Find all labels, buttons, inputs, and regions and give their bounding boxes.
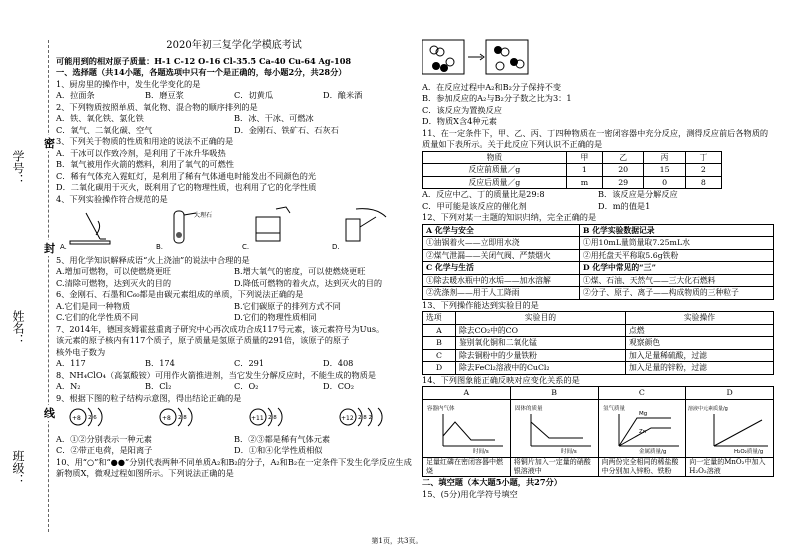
graph-xlabel: H₂O₂质量/g <box>734 448 764 454</box>
q10-stem: 10、用“○”和“●●”分别代表两种不同单质A₂和B₂的分子，A₂和B₂在一定条件下发生化学反应生成新物质X，微观过程如图所示。下列说法正确的是 <box>56 456 412 478</box>
option: A．铁、氧化铁、氯化铁 <box>56 113 144 123</box>
q4-stem: 4、下列实验操作符合规范的是 <box>56 193 168 204</box>
q2-options-row1 <box>56 113 412 125</box>
nucleus: +8 <box>162 415 171 422</box>
option: C.它们的化学性质不同 <box>56 312 139 322</box>
table-cell: A <box>423 324 456 337</box>
q1-options <box>56 90 412 102</box>
table-cell: B 化学实验数据记录 <box>579 224 773 237</box>
left-column <box>56 40 412 480</box>
graph-ylabel: 氢气质量 <box>602 405 625 412</box>
table-header-row <box>423 151 722 164</box>
right-column <box>422 38 774 500</box>
after-box <box>486 40 528 74</box>
table-cell: 2 <box>685 164 721 177</box>
table-cell: ①煤、石油、天然气——三大化石燃料 <box>579 274 773 287</box>
series-label: Mg <box>638 410 647 417</box>
q11-table <box>422 151 722 190</box>
table-cell: 8 <box>685 176 721 189</box>
fig-label: A. <box>60 243 67 251</box>
option: C．稀有气体充入霓虹灯，是利用了稀有气体通电时能发出不同颜色的光 <box>56 170 317 181</box>
graph-label: A <box>423 387 511 400</box>
option: C．该反应为置换反应 <box>422 104 502 115</box>
shells: 2 8 2 <box>358 415 372 421</box>
table-cell: 29 <box>602 176 643 189</box>
table-row <box>423 399 774 458</box>
table-cell: 1 <box>566 164 602 177</box>
option: A．干冰可以作致冷剂，是利用了干冰升华吸热 <box>56 147 226 158</box>
graph-curve <box>714 420 762 446</box>
marble-label: 大理石 <box>194 212 213 219</box>
graph-xlabel: 时间/s <box>473 448 489 454</box>
table-row <box>423 176 722 189</box>
q6-options-row2 <box>56 312 412 324</box>
q8-stem: 8、NH₄ClO₄（高氯酸铵）可用作火箭推进剂，当它发生分解反应时，不能生成的物质是 <box>56 369 377 380</box>
q9-stem: 9、根据下图的粒子结构示意图，得出结论正确的是 <box>56 392 242 403</box>
q9-options-row1 <box>56 434 412 446</box>
option: D．物质X含4种元素 <box>422 116 497 126</box>
q8-options <box>56 381 412 393</box>
binding-margin <box>0 0 55 550</box>
table-cell: 观察颜色 <box>625 337 773 350</box>
graph-ylabel: 容器内气体 <box>427 405 455 412</box>
table-cell: D 化学中常见的“三” <box>579 262 773 275</box>
q11-options-row1 <box>422 189 774 201</box>
table-cell: C 化学与生活 <box>423 262 580 275</box>
cut-line <box>48 40 49 532</box>
q9-atom-diagrams <box>56 404 412 430</box>
option: D．m的值是1 <box>598 200 651 211</box>
table-cell: ①用10mL量筒量取7.25mL水 <box>579 237 773 250</box>
table-cell: 除去CO₂中的CO <box>456 324 626 337</box>
graph-label: B <box>510 387 598 400</box>
option: B．氧气被用作火箭的燃料，利用了氧气的可燃性 <box>56 159 234 169</box>
page-footer: 第1页，共3页。 <box>371 537 423 545</box>
table-row <box>423 362 774 375</box>
table-header-cell: 丙 <box>644 151 685 164</box>
table-cell: ②分子、原子、离子——构成物质的三种粒子 <box>579 287 773 300</box>
option: C．切黄瓜 <box>234 90 274 100</box>
q2-stem: 2、下列物质按照单质、氧化物、混合物的顺序排列的是 <box>56 101 258 112</box>
table-cell: ②煤气泄漏——关闭气阀、严禁烟火 <box>423 249 580 262</box>
graph-desc: 向两份完全相同的稀盐酸中分别加入锌粉、铁粉 <box>598 458 686 477</box>
option: B．174 <box>145 358 175 368</box>
graph-b <box>511 400 597 454</box>
option: B．参加反应的A₂与B₂分子数之比为3：1 <box>422 93 572 103</box>
shells: 2 8 <box>178 415 187 421</box>
graph-a <box>423 400 509 454</box>
option: B．Cl₂ <box>145 381 172 391</box>
q7-stem: 7、2014年，德国亥姆霍兹重离子研究中心再次成功合成117号元素，该元素符号为Uus。 <box>56 323 385 334</box>
table-cell: C <box>423 349 456 362</box>
table-cell: 鉴别氧化铜和二氧化锰 <box>456 337 626 350</box>
table-row <box>423 324 774 337</box>
section-2-heading: 二、填空题（本大题5小题，共27分） <box>422 477 562 487</box>
q15-stem: 15、(5分)用化学符号填空 <box>422 488 518 499</box>
q5-options-row1 <box>56 266 412 278</box>
option: D.降低可燃物的着火点，达到灭火的目的 <box>234 277 383 288</box>
option: C．甲可能是该反应的催化剂 <box>422 200 527 211</box>
graph-xlabel: 金属质量/g <box>638 448 666 454</box>
q11-stem: 11、在一定条件下，甲、乙、丙、丁四种物质在一密闭容器中充分反应，测得反应前后各物质的质量如下表所示。关于此反应下列认识不正确的是 <box>422 127 769 149</box>
q6-options-row1 <box>56 301 412 313</box>
series-label: Zn <box>638 428 646 435</box>
q14-stem: 14、下列图象能正确反映对应变化关系的是 <box>422 374 580 385</box>
table-header-row <box>423 312 774 325</box>
q7-stem-3: 核外电子数为 <box>56 346 106 357</box>
table-cell: 反应后质量／g <box>423 176 567 189</box>
q13-table <box>422 311 774 375</box>
graph-xlabel: 时间/s <box>560 448 577 454</box>
name-label: 姓名： <box>11 310 25 346</box>
q14-graph-table <box>422 386 774 477</box>
nucleus: +12 <box>341 415 354 422</box>
table-cell: ①除去暖水瓶中的水垢——加水溶解 <box>423 274 580 287</box>
q12-table <box>422 224 774 300</box>
graph-cell-b <box>510 399 598 458</box>
q5-stem: 5、用化学知识解释成语“火上浇油”的说法中合理的是 <box>56 254 250 265</box>
table-header-cell: 实验目的 <box>456 312 626 325</box>
graph-cell-a <box>423 399 511 458</box>
graph-cell-d <box>686 399 774 458</box>
table-cell: ①油锅着火——立即用水浇 <box>423 237 580 250</box>
table-cell: m <box>566 176 602 189</box>
seal-mark-2: 封 <box>44 242 55 255</box>
table-row <box>423 164 722 177</box>
table-row <box>423 262 774 275</box>
option: D．①和④化学性质相似 <box>234 445 323 455</box>
table-cell: 加入足量稀硫酸，过滤 <box>625 349 773 362</box>
table-cell: 20 <box>602 164 643 177</box>
q7-stem-2: 该元素的原子核内有117个质子，原子质量是氢原子质量的291倍，该原子的原子 <box>56 335 350 345</box>
shells: 2 8 <box>268 415 277 421</box>
q1-stem: 1、厨房里的操作中，发生化学变化的是 <box>56 78 201 89</box>
seal-mark-3: 线 <box>44 407 55 420</box>
q6-stem: 6、金刚石、石墨和C₆₀都是由碳元素组成的单质，下列说法正确的是 <box>56 289 304 299</box>
q7-options <box>56 358 412 370</box>
table-row <box>423 224 774 237</box>
atom-diagram-2 <box>160 408 192 426</box>
table-cell: 15 <box>644 164 685 177</box>
table-cell: A 化学与安全 <box>423 224 580 237</box>
option: B．②③都是稀有气体元素 <box>234 433 331 444</box>
section-1-heading: 一、选择题（共14小题，各题选项中只有一个是正确的，每小题2分，共28分） <box>56 67 347 77</box>
graph-curve <box>531 422 583 438</box>
atomic-mass-note: 可能用到的相对原子质量：H-1 C-12 O-16 Cl-35.5 Ca-40 Cu-64 Ag-108 <box>56 55 352 66</box>
graph-desc: 向一定量的MnO₂中加入H₂O₂溶液 <box>686 458 774 477</box>
option: D．CO₂ <box>323 381 355 391</box>
table-row <box>423 249 774 262</box>
graph-c <box>599 400 685 454</box>
lab-figure-a <box>60 213 110 251</box>
exam-title: 2020年初三复学化学模底考试 <box>166 40 302 51</box>
graph-desc: 将铜片加入一定量的硝酸银溶液中 <box>510 458 598 477</box>
table-row <box>423 337 774 350</box>
option: B.增大氧气的密度，可以使燃烧更旺 <box>234 266 366 276</box>
graph-cell-c <box>598 399 686 458</box>
table-cell: D <box>423 362 456 375</box>
table-cell: 点燃 <box>625 324 773 337</box>
option: D．金刚石、铁矿石、石灰石 <box>234 124 339 135</box>
table-cell: 加入足量的锌粉，过滤 <box>625 362 773 375</box>
student-no-label: 学号： <box>11 150 25 186</box>
table-header-cell: 乙 <box>602 151 643 164</box>
lab-figure-d <box>332 209 386 251</box>
q9-options-row2 <box>56 445 412 457</box>
graph-ylabel: 溶液中元素质量/g <box>688 405 729 412</box>
option: A.它们是同一种物质 <box>56 300 131 311</box>
option: C．氧气、二氧化碳、空气 <box>56 124 153 135</box>
graph-label: C <box>598 387 686 400</box>
table-row <box>423 237 774 250</box>
table-cell: 0 <box>644 176 685 189</box>
option: C．291 <box>234 358 265 368</box>
table-row <box>423 349 774 362</box>
q4-lab-figures <box>56 205 412 251</box>
table-cell: 除去FeCl₂溶液中的CuCl₂ <box>456 362 626 375</box>
q13-stem: 13、下列操作能达到实验目的是 <box>422 299 539 310</box>
table-row <box>423 458 774 477</box>
option: B.它们碳原子的排列方式不同 <box>234 300 341 311</box>
option: B．冰、干冰、可燃冰 <box>234 113 314 123</box>
table-header-cell: 选项 <box>423 312 456 325</box>
lab-figure-c <box>242 207 290 251</box>
q11-options-row2 <box>422 201 774 213</box>
table-cell: 除去铜粉中的少量铁粉 <box>456 349 626 362</box>
option: B．该反应是分解反应 <box>598 189 678 199</box>
option: A．N₂ <box>56 381 81 391</box>
q5-options-row2 <box>56 278 412 290</box>
table-header-cell: 实验操作 <box>625 312 773 325</box>
nucleus: +8 <box>72 415 81 422</box>
graph-label: D <box>686 387 774 400</box>
graph-d <box>686 400 772 454</box>
table-cell: ②洗涤剂——用于人工降雨 <box>423 287 580 300</box>
option: D．二氧化碳用于灭火，既利用了它的物理性质，也利用了它的化学性质 <box>56 182 317 192</box>
q2-options-row2 <box>56 125 412 137</box>
fig-label: B. <box>156 243 164 251</box>
table-header-cell: 甲 <box>566 151 602 164</box>
graph-curve <box>443 422 495 440</box>
q10-reaction-diagram <box>422 38 774 78</box>
option: B．磨豆浆 <box>145 90 184 100</box>
atom-diagram-4 <box>340 408 382 426</box>
table-cell: 反应前质量／g <box>423 164 567 177</box>
option: A．拉面条 <box>56 90 95 100</box>
option: A．反应中乙、丁的质量比是29:8 <box>422 189 545 199</box>
q3-stem: 3、下列关于物质的性质和用途的说法不正确的是 <box>56 136 234 146</box>
shells: 2 6 <box>88 415 97 421</box>
atom-diagram-3 <box>250 408 282 426</box>
option: C．O₂ <box>234 381 259 391</box>
seal-mark-1: 密 <box>44 137 55 150</box>
table-row <box>423 287 774 300</box>
table-header-cell: 物质 <box>423 151 567 164</box>
graph-ylabel: 固体的质量 <box>514 405 543 412</box>
atom-diagram-1 <box>70 408 102 426</box>
option: D．408 <box>323 358 354 368</box>
option: D.它们的物理性质相同 <box>234 312 317 322</box>
q12-stem: 12、下列对某一主题的知识归纳，完全正确的是 <box>422 212 597 222</box>
table-row <box>423 387 774 400</box>
table-cell: ②用托盘天平称取5.6g铁粉 <box>579 249 773 262</box>
lab-figure-b <box>156 211 212 251</box>
option: A．①②分别表示一种元素 <box>56 433 152 444</box>
option: D．酿米酒 <box>323 90 363 100</box>
option: C.清除可燃物，达到灭火的目的 <box>56 277 172 288</box>
graph-desc: 足量红磷在密闭容器中燃烧 <box>423 458 511 477</box>
fig-label: C. <box>242 243 250 251</box>
option: A．在反应过程中A₂和B₂分子保持不变 <box>422 81 562 92</box>
fig-label: D. <box>332 243 340 251</box>
table-row <box>423 274 774 287</box>
option: C．②带正电荷，是阳离子 <box>56 445 153 455</box>
class-label: 班级： <box>11 450 25 486</box>
nucleus: +11 <box>251 415 264 422</box>
table-cell: B <box>423 337 456 350</box>
option: A.增加可燃物，可以使燃烧更旺 <box>56 266 171 276</box>
table-header-cell: 丁 <box>685 151 721 164</box>
option: A．117 <box>56 358 86 368</box>
